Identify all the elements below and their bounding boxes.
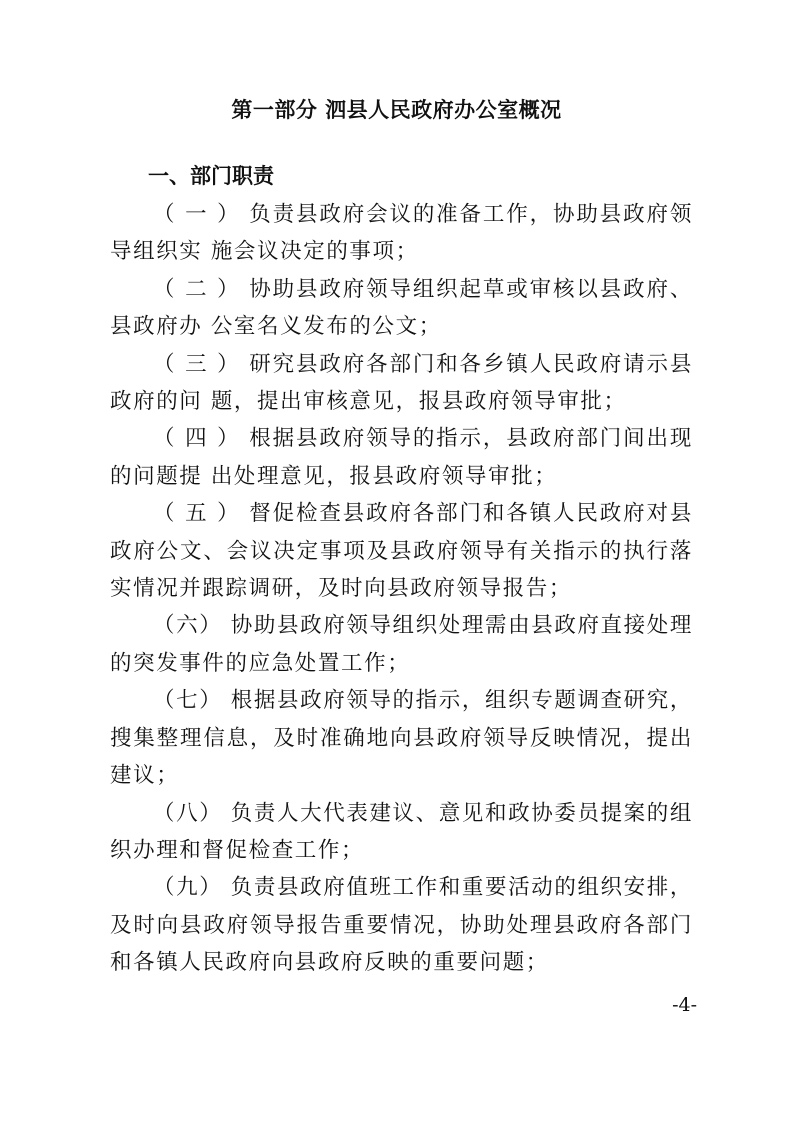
- paragraph-duty-8: （八） 负责人大代表建议、意见和政协委员提案的组织办理和督促检查工作；: [110, 800, 693, 863]
- paragraph-duty-4: （ 四 ） 根据县政府领导的指示，县政府部门间出现的问题提 出处理意见，报县政府领导审批；: [110, 426, 693, 489]
- paragraph-duty-1: （ 一 ） 负责县政府会议的准备工作，协助县政府领导组织实 施会议决定的事项；: [110, 202, 693, 265]
- paragraph-duty-3: （ 三 ） 研究县政府各部门和各乡镇人民政府请示县政府的问 题，提出审核意见，报县政府领导审批；: [110, 351, 693, 415]
- section-heading: 一、部门职责: [148, 164, 274, 188]
- page-number: -4-: [672, 994, 697, 1016]
- paragraph-duty-9: （九） 负责县政府值班工作和重要活动的组织安排，及时向县政府领导报告重要情况，协助处理县政府各部门和各镇人民政府向县政府反映的重要问题；: [110, 875, 693, 976]
- body-text: [110, 196, 693, 982]
- paragraph-duty-6: （六） 协助县政府领导组织处理需由县政府直接处理的突发事件的应急处置工作；: [110, 613, 693, 676]
- paragraph-duty-2: （ 二 ） 协助县政府领导组织起草或审核以县政府、县政府办 公室名义发布的公文；: [110, 276, 693, 340]
- paragraph-duty-5: （ 五 ） 督促检查县政府各部门和各镇人民政府对县政府公文、会议决定事项及县政府领导有关指示的执行落实情况并跟踪调研，及时向县政府领导报告；: [110, 501, 693, 602]
- paragraph-duty-7: （七） 根据县政府领导的指示，组织专题调查研究，搜集整理信息，及时准确地向县政府领导反映情况，提出建议；: [110, 688, 693, 789]
- page-title: 第一部分 泗县人民政府办公室概况: [231, 98, 562, 122]
